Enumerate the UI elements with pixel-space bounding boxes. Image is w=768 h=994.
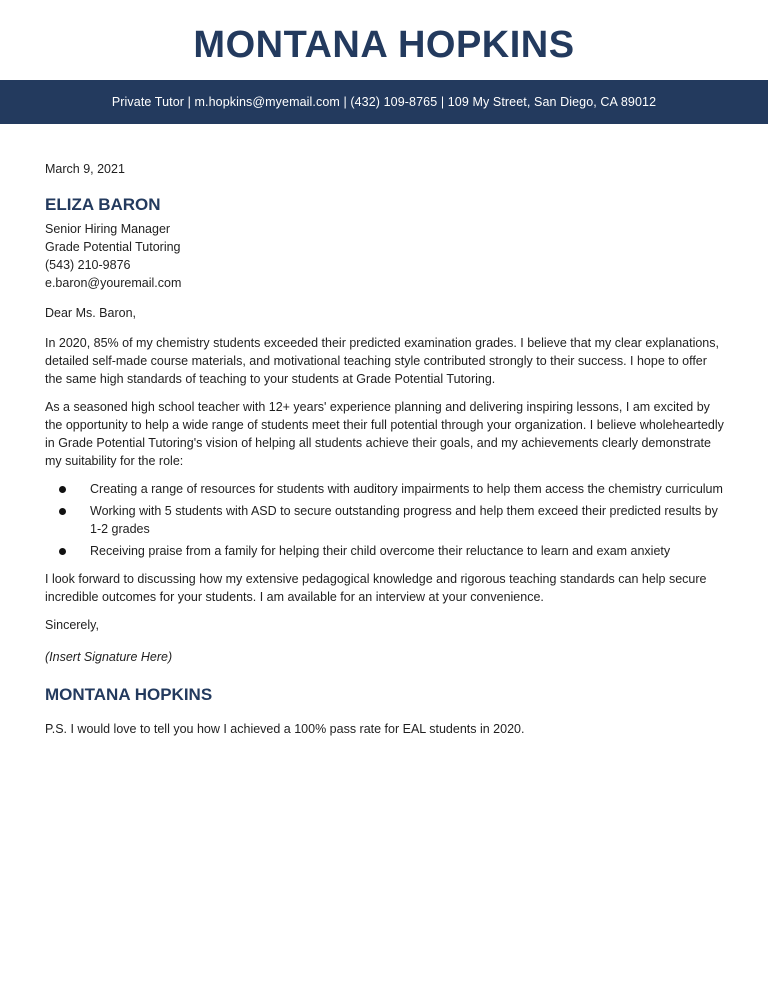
signature-placeholder: (Insert Signature Here) — [45, 650, 173, 664]
bullet-icon — [59, 486, 66, 493]
list-item-text: Creating a range of resources for students with auditory impairments to help them access the chemistry curriculum — [90, 482, 723, 496]
achievements-list — [45, 480, 725, 560]
list-item-text: Receiving praise from a family for helping their child overcome their reluctance to learn and exam anxiety — [90, 544, 671, 558]
letter-date: March 9, 2021 — [45, 162, 125, 176]
bullet-icon — [59, 508, 66, 515]
letter-body — [45, 160, 725, 738]
recipient-phone: (543) 210-9876 — [45, 258, 131, 272]
paragraph-experience: As a seasoned high school teacher with 12+ years' experience planning and delivering inspiring lessons, I am excited by the opportunity to help a wide range of students meet their full potential through your organization. I believe wholeheartedly in Grade Potential Tutoring's vision of helping all students achieve their goals, and my achievements clearly demonstrate my suitability for the role: — [45, 400, 724, 468]
bullet-icon — [59, 548, 66, 555]
signer-name: MONTANA HOPKINS — [45, 685, 213, 704]
header-name: MONTANA HOPKINS — [193, 24, 575, 66]
recipient-company: Grade Potential Tutoring — [45, 240, 181, 254]
contact-band — [0, 80, 768, 124]
contact-line: Private Tutor | m.hopkins@myemail.com | (432) 109-8765 | 109 My Street, San Diego, CA 89012 — [111, 95, 657, 109]
list-item — [45, 480, 725, 498]
recipient-email: e.baron@youremail.com — [45, 276, 182, 290]
list-item — [45, 502, 725, 538]
recipient-block — [45, 194, 725, 292]
recipient-name: ELIZA BARON — [45, 195, 161, 214]
list-item-text: Working with 5 students with ASD to secure outstanding progress and help them exceed their predicted results by 1-2 grades — [90, 504, 718, 536]
sign-off: Sincerely, — [45, 618, 99, 632]
paragraph-closing: I look forward to discussing how my extensive pedagogical knowledge and rigorous teaching standards can help secure incredible outcomes for your students. I am available for an interview at your convenience. — [45, 572, 707, 604]
paragraph-intro: In 2020, 85% of my chemistry students exceeded their predicted examination grades. I believe that my clear explanations, detailed self-made course materials, and motivational teaching style contributed strongly to their success. I hope to offer the same high standards of teaching to your students at Grade Potential Tutoring. — [45, 336, 719, 386]
recipient-title: Senior Hiring Manager — [45, 222, 171, 236]
postscript: P.S. I would love to tell you how I achieved a 100% pass rate for EAL students in 2020. — [45, 722, 525, 736]
list-item — [45, 542, 725, 560]
greeting: Dear Ms. Baron, — [45, 306, 137, 320]
